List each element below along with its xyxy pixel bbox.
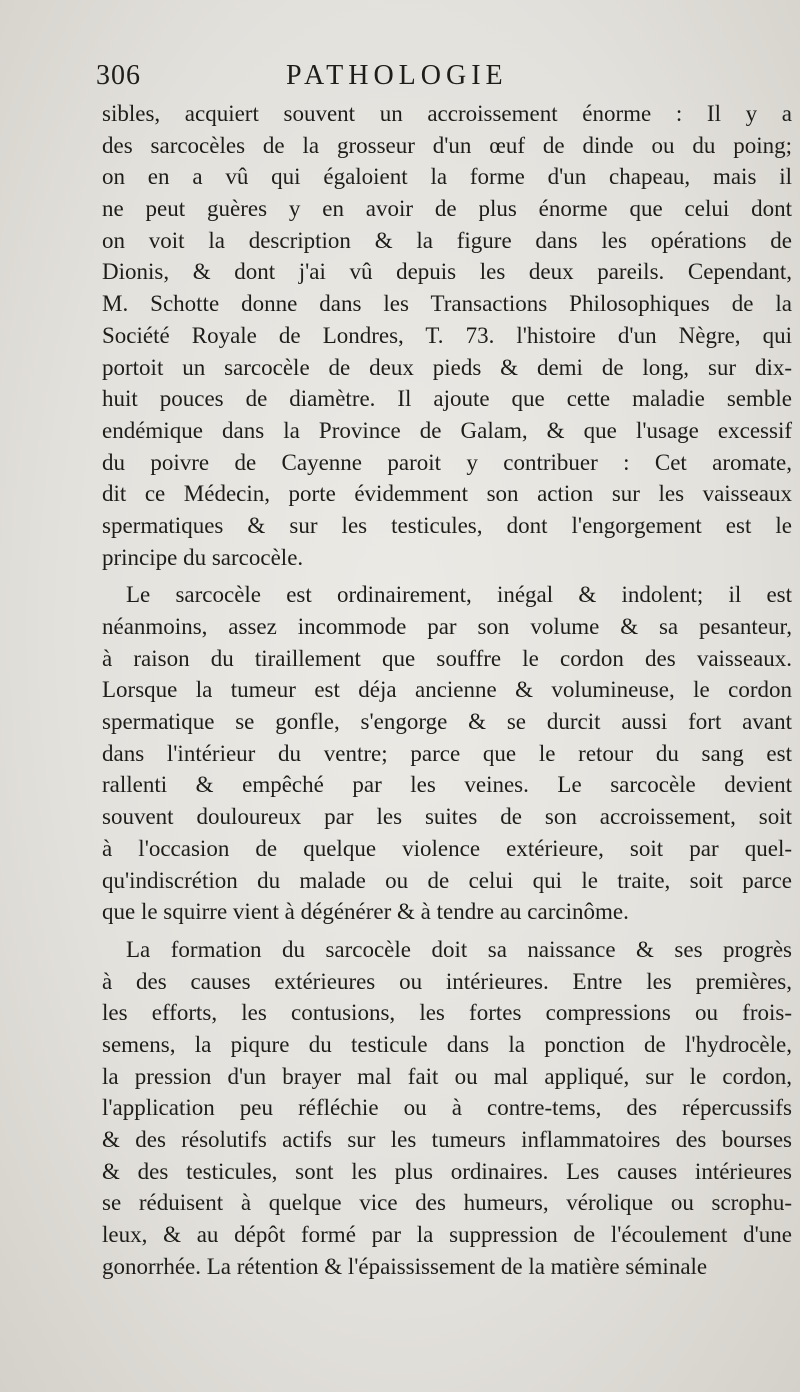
paragraph bbox=[102, 579, 792, 928]
text-line: les efforts, les contusions, les fortes compressions ou frois- bbox=[102, 1000, 792, 1026]
text-line: à des causes extérieures ou intérieures. Entre les premières, bbox=[102, 968, 792, 994]
text-line: du poivre de Cayenne paroit y contribuer : Cet aromate, bbox=[102, 449, 792, 475]
page-header bbox=[96, 60, 696, 100]
text-line: néanmoins, assez incommode par son volume & sa pesanteur, bbox=[102, 614, 792, 639]
text-line: endémique dans la Province de Galam, & que l'usage excessif bbox=[102, 417, 792, 443]
text-line: gonorrhée. La rétention & l'épaississement de la matière séminale bbox=[102, 1253, 708, 1279]
text-line: rallenti & empêché par les veines. Le sarcocèle devient bbox=[102, 772, 792, 798]
text-line: à raison du tiraillement que souffre le cordon des vaisseaux. bbox=[102, 645, 792, 671]
text-line: à l'occasion de quelque violence extérieure, soit par quel- bbox=[102, 835, 792, 861]
text-line: Le sarcocèle est ordinairement, inégal & indolent; il est bbox=[126, 582, 792, 608]
text-line: huit pouces de diamètre. Il ajoute que cette maladie semble bbox=[102, 386, 792, 412]
text-line: spermatiques & sur les testicules, dont l'engorgement est le bbox=[102, 512, 792, 538]
text-line: Société Royale de Londres, T. 73. l'histoire d'un Nègre, qui bbox=[102, 322, 792, 348]
text-line: spermatique se gonfle, s'engorge & se durcit aussi fort avant bbox=[102, 709, 792, 735]
text-line: leux, & au dépôt formé par la suppression de l'écoulement d'une bbox=[102, 1222, 792, 1248]
text-line: qu'indiscrétion du malade ou de celui qui le traite, soit parce bbox=[102, 867, 792, 893]
text-line: portoit un sarcocèle de deux pieds & demi de long, sur dix- bbox=[102, 354, 792, 380]
page-number: 306 bbox=[96, 60, 141, 91]
body-text bbox=[102, 98, 792, 1282]
text-line: M. Schotte donne dans les Transactions Philosophiques de la bbox=[102, 291, 792, 317]
text-line: se réduisent à quelque vice des humeurs, vérolique ou scrophu- bbox=[102, 1190, 792, 1216]
paragraph bbox=[102, 98, 792, 573]
text-line: que le squirre vient à dégénérer & à tendre au carcinôme. bbox=[102, 899, 629, 925]
text-line: Dionis, & dont j'ai vû depuis les deux pareils. Cependant, bbox=[102, 259, 792, 285]
text-line: souvent douloureux par les suites de son accroissement, soit bbox=[102, 804, 792, 830]
text-line: dans l'intérieur du ventre; parce que le retour du sang est bbox=[102, 740, 792, 766]
text-line: dit ce Médecin, porte évidemment son action sur les vaisseaux bbox=[102, 481, 792, 507]
text-line: & des testicules, sont les plus ordinaires. Les causes intérieures bbox=[102, 1158, 792, 1184]
text-line: sibles, acquiert souvent un accroissement énorme : Il y a bbox=[102, 101, 792, 126]
text-line: des sarcocèles de la grosseur d'un œuf de dinde ou du poing; bbox=[102, 132, 792, 158]
paragraph bbox=[102, 934, 792, 1283]
text-line: & des résolutifs actifs sur les tumeurs inflammatoires des bourses bbox=[102, 1127, 792, 1152]
text-line: on en a vû qui égaloient la forme d'un chapeau, mais il bbox=[102, 164, 792, 190]
text-line: semens, la piqure du testicule dans la ponction de l'hydrocèle, bbox=[102, 1031, 792, 1057]
text-line: ne peut guères y en avoir de plus énorme que celui dont bbox=[102, 196, 792, 222]
text-line: la pression d'un brayer mal fait ou mal appliqué, sur le cordon, bbox=[102, 1063, 792, 1089]
text-line: l'application peu réfléchie ou à contre-tems, des répercussifs bbox=[102, 1095, 792, 1121]
running-head: PATHOLOGIE bbox=[286, 60, 508, 91]
text-line: La formation du sarcocèle doit sa naissance & ses progrès bbox=[126, 936, 792, 962]
text-line: principe du sarcocèle. bbox=[102, 544, 304, 570]
text-line: on voit la description & la figure dans les opérations de bbox=[102, 227, 792, 253]
text-line: Lorsque la tumeur est déja ancienne & volumineuse, le cordon bbox=[102, 677, 792, 703]
